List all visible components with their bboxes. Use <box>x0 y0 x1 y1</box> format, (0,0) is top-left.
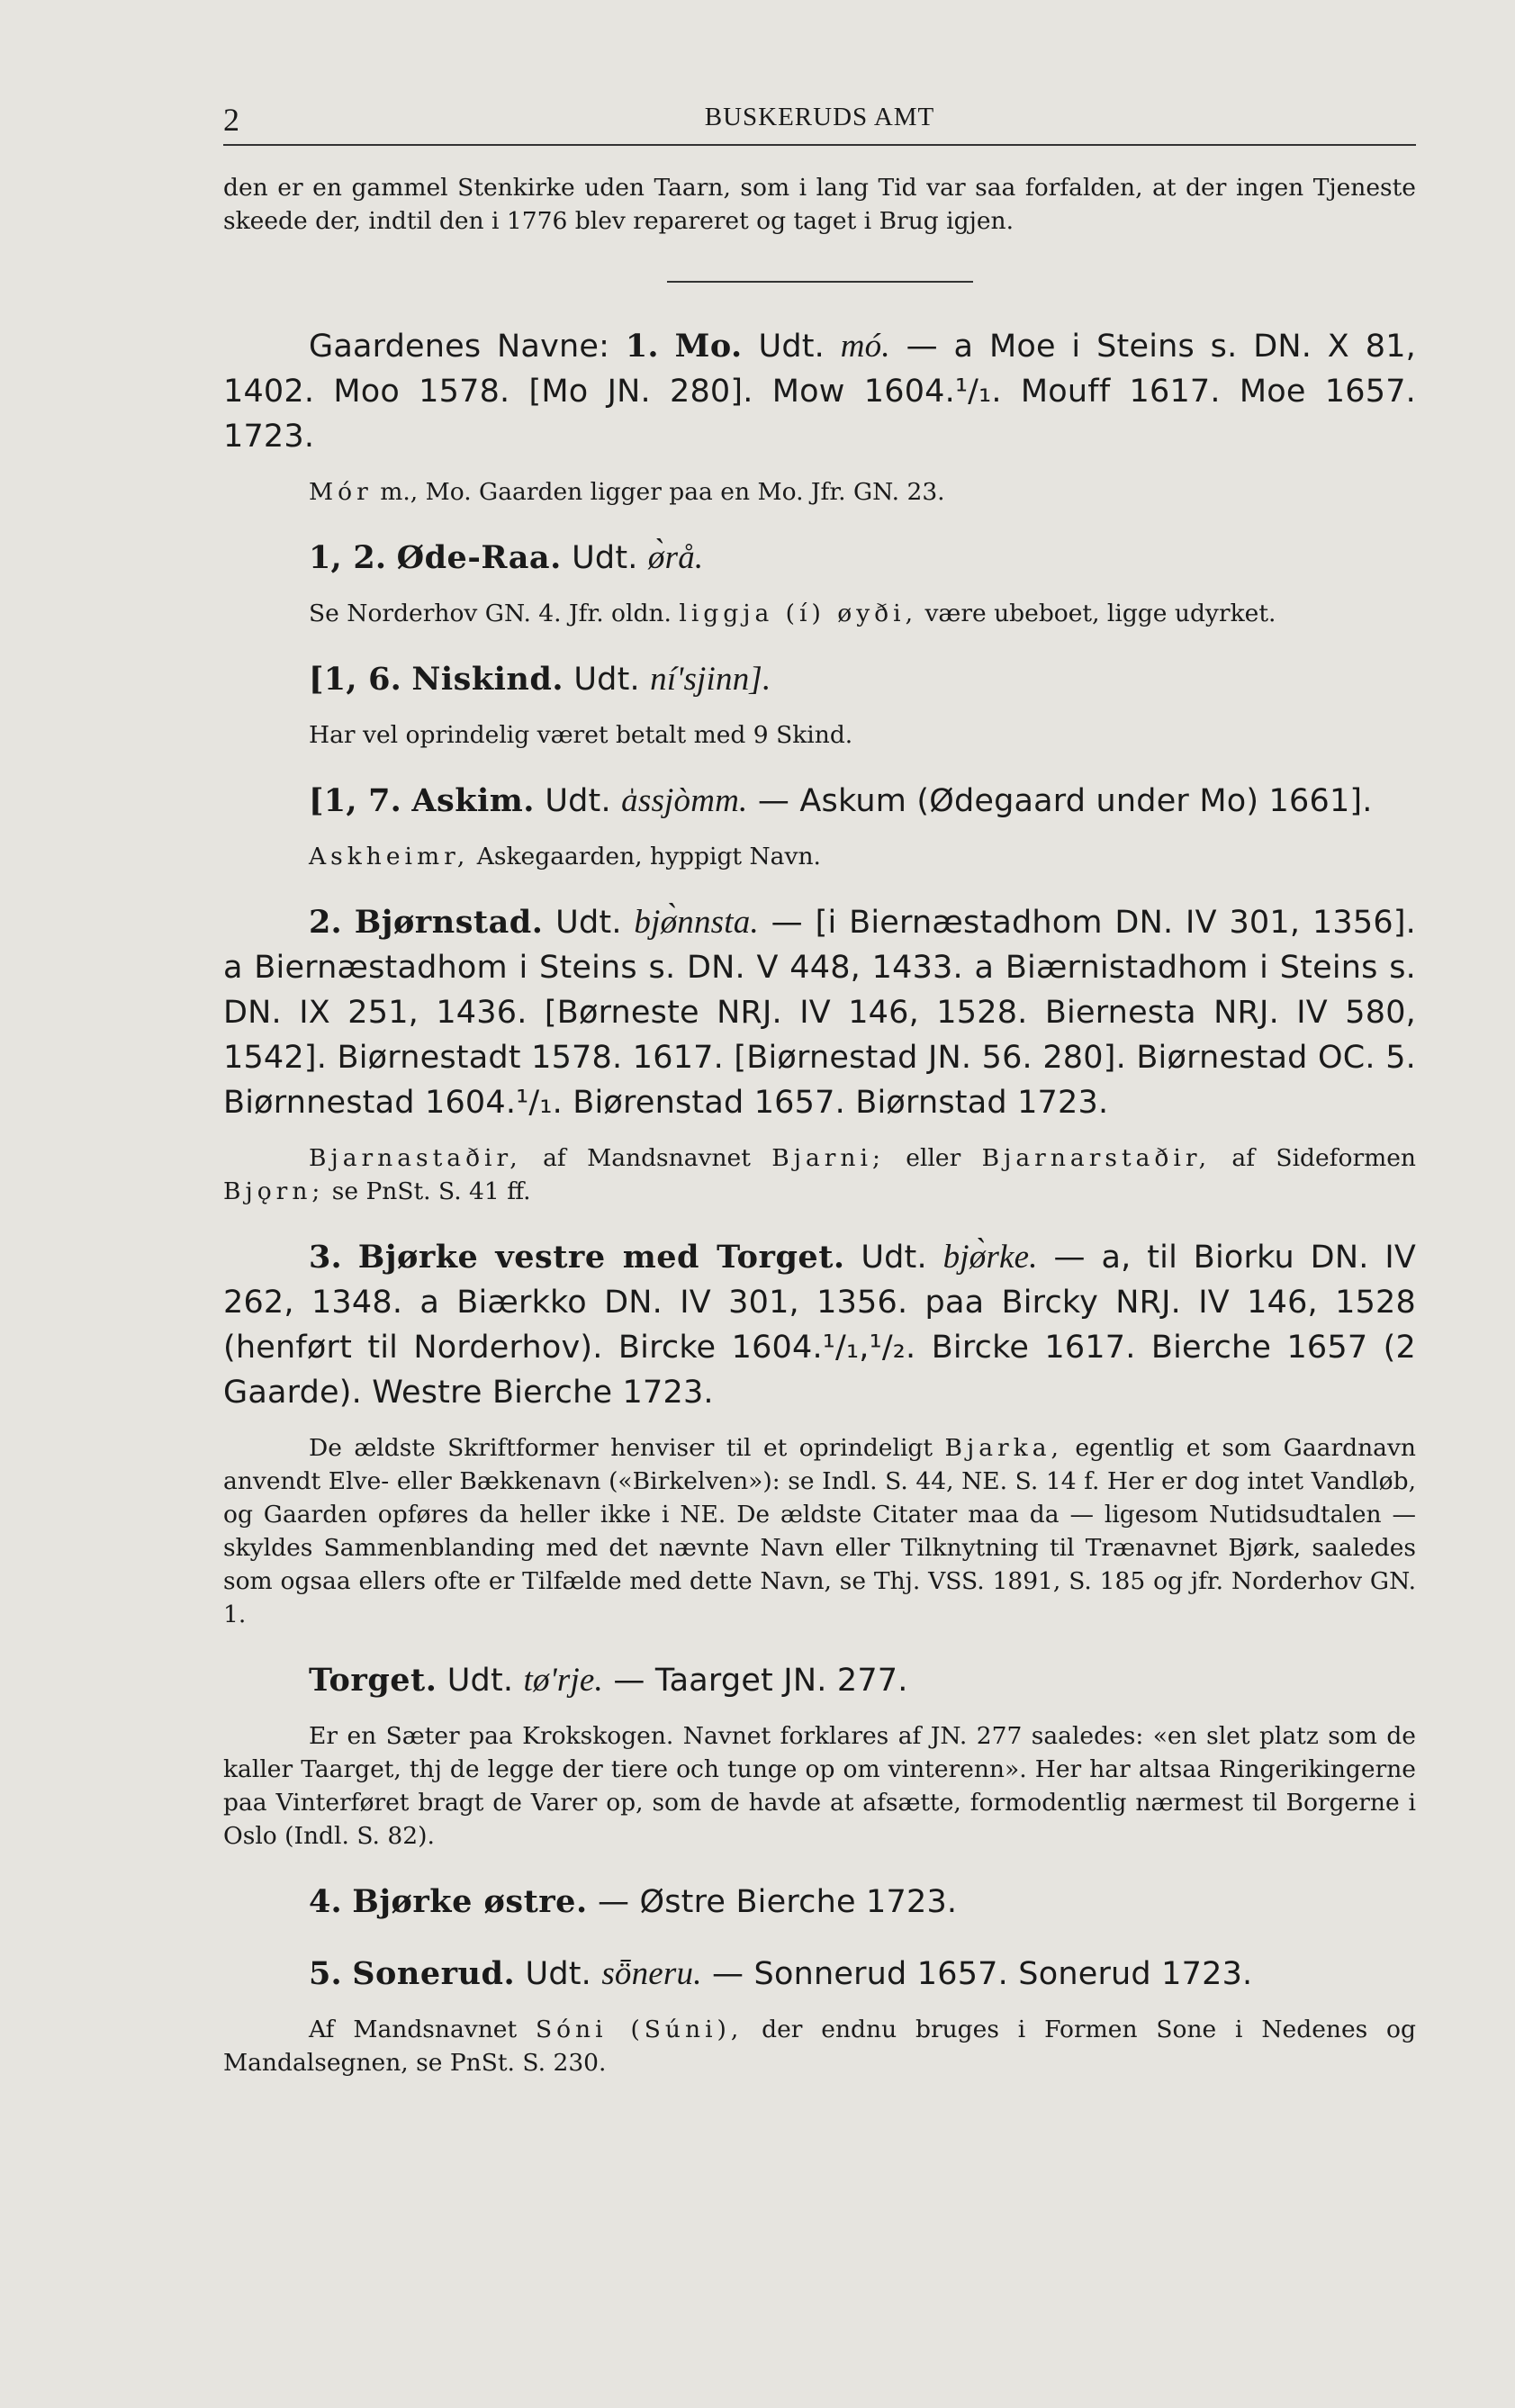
farm-name: Mo. <box>674 328 743 365</box>
pronunciation: tø'rje. <box>523 1662 603 1699</box>
farm-name: Torget. <box>309 1662 437 1699</box>
farm-name: Niskind. <box>411 661 564 698</box>
udt-label: Udt. <box>564 662 651 698</box>
entry-text: — a Moe i Steins s. DN. X 81, 1402. Moo 1578. [Mo JN. 280]. Mow 1604.¹/₁. Mouff 1617. Moe 1657. 1723. <box>223 329 1417 455</box>
entry-text: — Østre Bierche 1723. <box>587 1884 958 1920</box>
intro-paragraph: den er en gammel Stenkirke uden Taarn, som i lang Tid var saa forfalden, at der ingen Tjeneste skeede der, indtil den i 1776 blev repareret og taget i Brug igjen. <box>223 174 1416 235</box>
entry-number: [1, 6. <box>309 661 402 698</box>
udt-label: Udt. <box>742 329 841 365</box>
pronunciation: bjø̀nnsta. <box>634 904 759 941</box>
entry-note <box>223 597 1416 630</box>
pronunciation: ø̀rå. <box>647 539 704 576</box>
entry-bjorke-ostre <box>223 1880 1416 1925</box>
spaced-term: Askheimr, <box>309 843 470 870</box>
entry-number: 4. <box>309 1883 342 1920</box>
page-number: 2 <box>223 102 239 138</box>
entry-niskind <box>223 657 1416 702</box>
entry-text: — a, til Biorku DN. IV 262, 1348. a Biærkko DN. IV 301, 1356. paa Bircky NRJ. IV 146, 1528 (henført til Norderhov). Bircke 1604.¹/₁,¹/₂. Bircke 1617. Bierche 1657 (2 Gaarde). Westre Bierche 1723. <box>223 1240 1416 1411</box>
pronunciation: bjø̀rke. <box>942 1239 1038 1276</box>
entry-ode-raa <box>223 536 1416 581</box>
note-text: af Mandsnavnet <box>521 1144 772 1172</box>
note-text: Af Mandsnavnet <box>309 2016 536 2043</box>
udt-label: Udt. <box>561 540 648 576</box>
note-text: der endnu bruges i Formen Sone i Nedenes og Mandalsegnen, se PnSt. S. 230. <box>223 2016 1416 2077</box>
entry-number: 1. <box>625 328 659 365</box>
spaced-term: Bjarka, <box>944 1434 1063 1462</box>
udt-label: Udt. <box>844 1240 943 1276</box>
spaced-term: Sóni (Súni), <box>535 2016 744 2043</box>
entry-bjornstad <box>223 900 1416 1125</box>
pronunciation: a̍ssjòmm. <box>621 782 748 819</box>
spaced-term: Bjarnastaðir, <box>309 1144 522 1172</box>
udt-label: Udt. <box>437 1663 524 1699</box>
entry-note <box>223 840 1416 873</box>
udt-label: Udt. <box>535 783 622 819</box>
farm-name: Bjørnstad. <box>354 904 544 941</box>
pronunciation: ní'sjinn]. <box>650 661 771 698</box>
note-text: af Sideformen <box>1211 1144 1416 1172</box>
entry-text: — Taarget JN. 277. <box>603 1663 908 1699</box>
pronunciation: mó. <box>840 328 890 365</box>
note-text: egentlig et som Gaardnavn anvendt Elve- eller Bækkenavn («Birkelven»): se Indl. S. 44, NE. S. 14 f. Her er dog intet Vandløb, og Gaarden opføres da heller ikke i NE. De ældste Citater maa da — ligesom Nutidsudtalen — skyldes Sammenblanding med det nævnte Navn eller Tilknytning til Trænavnet Bjørk, saaledes som ogsaa ellers ofte er Tilfælde med dette Navn, se Thj. VSS. 1891, S. 185 og jfr. Norderhov GN. 1. <box>223 1434 1416 1628</box>
farm-name: Bjørke østre. <box>352 1883 588 1920</box>
entry-torget <box>223 1658 1416 1703</box>
note-text: Askegaarden, hyppigt Navn. <box>469 843 821 870</box>
farm-name: Øde-Raa. <box>396 539 562 576</box>
spaced-term: liggja (í) øyði, <box>679 600 918 627</box>
running-header <box>223 97 1416 146</box>
section-divider <box>667 281 973 283</box>
spaced-term: Bjarnarstaðir, <box>981 1144 1212 1172</box>
farm-name: Askim. <box>411 782 535 819</box>
entry-note <box>223 1141 1416 1208</box>
entry-number: 5. <box>309 1955 342 1992</box>
udt-label: Udt. <box>543 905 635 941</box>
section-lead: Gaardenes Navne: <box>309 329 626 365</box>
entry-mo <box>223 324 1416 459</box>
entry-number: 3. <box>309 1239 342 1276</box>
entry-text: — Sonnerud 1657. Sonerud 1723. <box>701 1956 1253 1992</box>
entry-note: Har vel oprindelig været betalt med 9 Skind. <box>309 721 853 749</box>
note-text: Se Norderhov GN. 4. Jfr. oldn. <box>309 600 680 627</box>
note-text: se PnSt. S. 41 ff. <box>324 1177 531 1205</box>
entry-text: — Askum (Ødegaard under Mo) 1661]. <box>747 783 1373 819</box>
spaced-term: Bjǫrn; <box>223 1177 325 1205</box>
page-body <box>223 171 1416 2079</box>
farm-name: Bjørke vestre med Torget. <box>357 1239 845 1276</box>
entry-sonerud <box>223 1952 1416 1997</box>
entry-note <box>223 475 1416 509</box>
udt-label: Udt. <box>515 1956 602 1992</box>
entry-number: 2. <box>309 904 342 941</box>
entry-note: Er en Sæter paa Krokskogen. Navnet forklares af JN. 277 saaledes: «en slet platz som de kaller Taarget, thj de legge der tiere och tunge op om vinterenn». Her har altsaa Ringerikingerne paa Vinterføret bragt de Varer op, som de havde at afsætte, formodentlig nærmest til Borgerne i Oslo (Indl. S. 82). <box>223 1722 1416 1850</box>
note-text: være ubeboet, ligge udyrket. <box>917 600 1276 627</box>
entry-number: [1, 7. <box>309 782 402 819</box>
entry-note <box>223 2013 1416 2079</box>
note-text: m., Mo. Gaarden ligger paa en Mo. Jfr. GN. 23. <box>372 478 945 506</box>
entry-bjorke-vestre <box>223 1235 1416 1415</box>
note-text: De ældste Skriftformer henviser til et oprindeligt <box>309 1434 945 1462</box>
spaced-term: Bjarni; <box>771 1144 885 1172</box>
entry-number: 1, 2. <box>309 539 387 576</box>
spaced-term: Mór <box>309 478 373 506</box>
entry-text: — [i Biernæstadhom DN. IV 301, 1356]. a Biernæstadhom i Steins s. DN. V 448, 1433. a Biærnistadhom i Steins s. DN. IX 251, 1436. [Børneste NRJ. IV 146, 1528. Biernesta NRJ. IV 580, 1542]. Biørnestadt 1578. 1617. [Biørnestad JN. 56. 280]. Biørnestad OC. 5. Biørnnestad 1604.¹/₁. Biørenstad 1657. Biørnstad 1723. <box>223 905 1416 1121</box>
pronunciation: sȫneru. <box>601 1955 702 1992</box>
entry-askim <box>223 779 1416 824</box>
farm-name: Sonerud. <box>352 1955 516 1992</box>
entry-note <box>223 1431 1416 1631</box>
note-text: eller <box>884 1144 982 1172</box>
running-title: BUSKERUDS AMT <box>704 103 935 131</box>
